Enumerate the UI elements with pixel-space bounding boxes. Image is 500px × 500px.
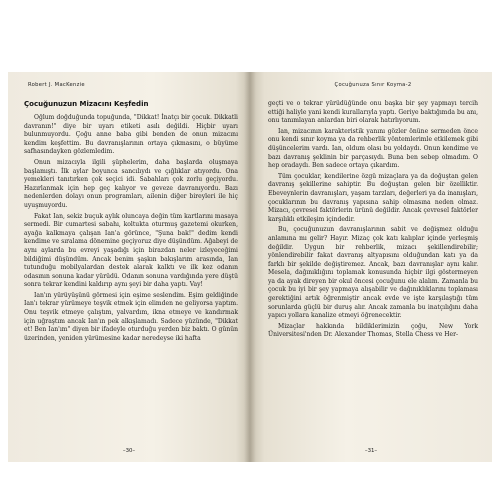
left-page-number: –30– — [122, 448, 136, 454]
left-paragraph-4: Ian'ın yürüyüşünü görmesi için eşime seslendim. Eşim geldiğinde Ian'ı tekrar yürümeye teşvik etmek için elimden ne geliyorsa yaptım. Onu teşvik etmeye çalıştım, yalvardım, ikna etmeye ve kandırmak için uğraştım ancak Ian'ın pek alkışlamadı. Sadece yüzünde, "Dikkat et! Ben Ian'ım" diyen bir ifadeyle oturduğu yerden biz baktı. O günün üzerinden, yeniden yürümesine kadar neredeyse iki hafta — [24, 291, 238, 342]
left-page — [8, 72, 250, 462]
right-paragraph-3: Tüm çocuklar, kendilerine özgü mizaçlara ya da doğuştan gelen davranış şekillerine sahiptir. Bu doğuştan gelen bir özelliktir. Ebeveynlerin davranışları, yaşam tarzları, değerleri ya da inanışları, çocuklarının bu davranış yapısına sahip olmasına neden olmaz. Mizacı, çevresel faktörlerin ürünü değildir. Ancak çevresel faktörler karşılıklı etkileşim içindedir. — [268, 172, 478, 223]
right-page — [250, 72, 492, 462]
right-paragraph-2: Ian, mizacının karakteristik yanını gözler önüne sermeden önce onu kendi sınır koyma ya da rehberlik yöntemlerimle etkilemek gibi düşüncelerim vardı. Ian, oldum olası bu yoldaydı. Onun kendime ve bazı davranış şeklinin bir parçasıydı. Buna ben sebep olmadım. O hep oradaydı. Ben sadece ortaya çıkardım. — [268, 127, 478, 170]
left-paragraph-3: Fakat Ian, sekiz buçuk aylık oluncaya değin tüm kartlarını masaya sermedi. Bir cumartesi sabahı, koltukta oturmuş gazetemi okurken, ayağa kalkmaya çalışan Ian'a görünce, "Şuna bak!" dedim kendi kendime ve sıralama dönemine geçiyoruz diye düşündüm. Ağabeyi de aynı aylarda bu evreyi yaşadığı için birazdan neler izleyeceğimi bildiğimi düşündüm. Ancak benim şaşkın bakışlarım arasında, Ian tutunduğu mobilyalardan destek alarak kalktı ve ilk kez odanın odasının sonuna kadar yürüdü. Odanın sonuna vardığında yere düştü sonra tekrar kendini kaldırıp aynı şeyi bir daha yaptı. Vay! — [24, 212, 238, 289]
left-paragraph-2: Onun mizacıyla ilgili şüphelerim, daha başlarda oluşmaya başlamıştı. İlk aylar boyunca sancılıydı ve çığlıklar atıyordu. Ona yemekleri tanıtırken çok seçici idi. Sabahları çok zorlu geçiyordu. Hazırlanmak için hep geç kalıyor ve geveze davranıyordu. Bazı nedenlerden dolayı onun programları, ailenin diğer bireyleri ile hiç uyuşmuyordu. — [24, 158, 238, 209]
left-paragraph-1: Oğlum doğduğunda topuğunda, "Dikkat! İnatçı bir çocuk. Dikkatli davranın!" diye bir uyarı etiketi asılı değildi. Hiçbir uyarı bulunmuyordu. Çoğu anne baba gibi benden de onun mizacını kendim keşfettim. Bu davranışlarının ortaya çıkmasını, o büyüme safhasındayken gözlemledim. — [24, 114, 238, 156]
left-running-head: Robert J. MacKenzie — [28, 82, 85, 88]
open-book — [8, 72, 492, 462]
right-page-number: –31– — [364, 448, 378, 454]
right-running-head: Çocuğunuza Sınır Koyma-2 — [334, 82, 412, 88]
section-title: Çocuğunuzun Mizacını Keşfedin — [24, 100, 149, 108]
right-paragraph-5: Mizaçlar hakkında bildiklerimizin çoğu, New York Üniversitesi'nden Dr. Alexander Thomas, Stella Chess ve Her- — [268, 322, 478, 339]
right-paragraph-4: Bu, çocuğunuzun davranışlarının sabit ve değişmez olduğu anlamına mı gelir? Hayır. Mizaç çok katı kalıplar içinde yerleşmiş değildir. Uygun bir rehberlik, mizacı şekillendirebilir; yönlendirebilir fakat davranış altyapısını olduğundan katı ya da farklı bir şekilde değiştiremez. Ancak, bazı davranışlar aynı kalır. Mesela, dağınıklığını toplamak konusunda hiçbir ilgi göstermeyen ya da ayak direyen bir okul öncesi çocuğunu ele alalım. Zamanla bu çocuk bu iyi bir şey yapmaya alışabilir ve dağınıklıklarını toplaması gerektiğini artık öğrenmiştir ancak evde ve işte karşılaştığı tüm sorunlarda güçlü bir duruş alır. Ancak zamanla bu inatçılığını daha yapıcı yollara kanalize etmeyi öğrenecektir. — [268, 226, 478, 320]
right-paragraph-1: geçti ve o tekrar yürüdüğünde onu başka bir şey yapmayı tercih ettiği haliyle yani kendi kurallarıyla yaptı. Geriye baktığımda bu anı, onu tanımlayan anlardan biri olarak hatırlıyorum. — [268, 100, 478, 125]
